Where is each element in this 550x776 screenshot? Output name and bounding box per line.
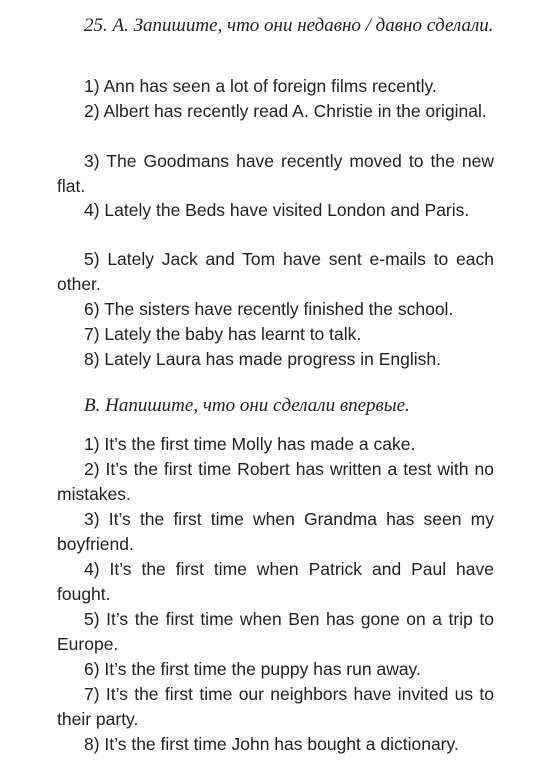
exercise-a-item-3: 3) The Goodmans have recently moved to the new flat.: [57, 151, 494, 196]
exercise-a-item-7: 7) Lately the baby has learnt to talk.: [84, 324, 362, 344]
exercise-a-item-4: 4) Lately the Beds have visited London and Paris.: [84, 200, 470, 220]
exercise-b-item-7: 7) It’s the first time our neighbors have invited us to their party.: [57, 684, 494, 729]
exercise-b-item-3: 3) It’s the first time when Grandma has seen my boyfriend.: [57, 509, 494, 554]
exercise-b-item-2: 2) It’s the first time Robert has written a test with no mistakes.: [57, 459, 494, 504]
exercise-b-heading: B. Напишите, что они сделали впервые.: [84, 395, 410, 416]
exercise-a-item-1: 1) Ann has seen a lot of foreign films recently.: [84, 76, 437, 96]
exercise-b-item-8: 8) It’s the first time John has bought a dictionary.: [84, 734, 459, 754]
exercise-b-item-4: 4) It’s the first time when Patrick and Paul have fought.: [57, 559, 494, 604]
exercise-a-item-8: 8) Lately Laura has made progress in English.: [84, 349, 442, 369]
exercise-a-item-6: 6) The sisters have recently finished the school.: [84, 299, 454, 319]
exercise-a-item-2: 2) Albert has recently read A. Christie in the original.: [84, 101, 487, 121]
exercise-a-heading: 25. А. Запишите, что они недавно / давно сделали.: [84, 15, 494, 36]
exercise-b-item-5: 5) It’s the first time when Ben has gone on a trip to Europe.: [57, 609, 494, 654]
exercise-a-item-5: 5) Lately Jack and Tom have sent e-mails to each other.: [57, 249, 494, 294]
exercise-b-item-6: 6) It’s the first time the puppy has run away.: [84, 659, 421, 679]
exercise-b-item-1: 1) It’s the first time Molly has made a cake.: [84, 434, 416, 454]
